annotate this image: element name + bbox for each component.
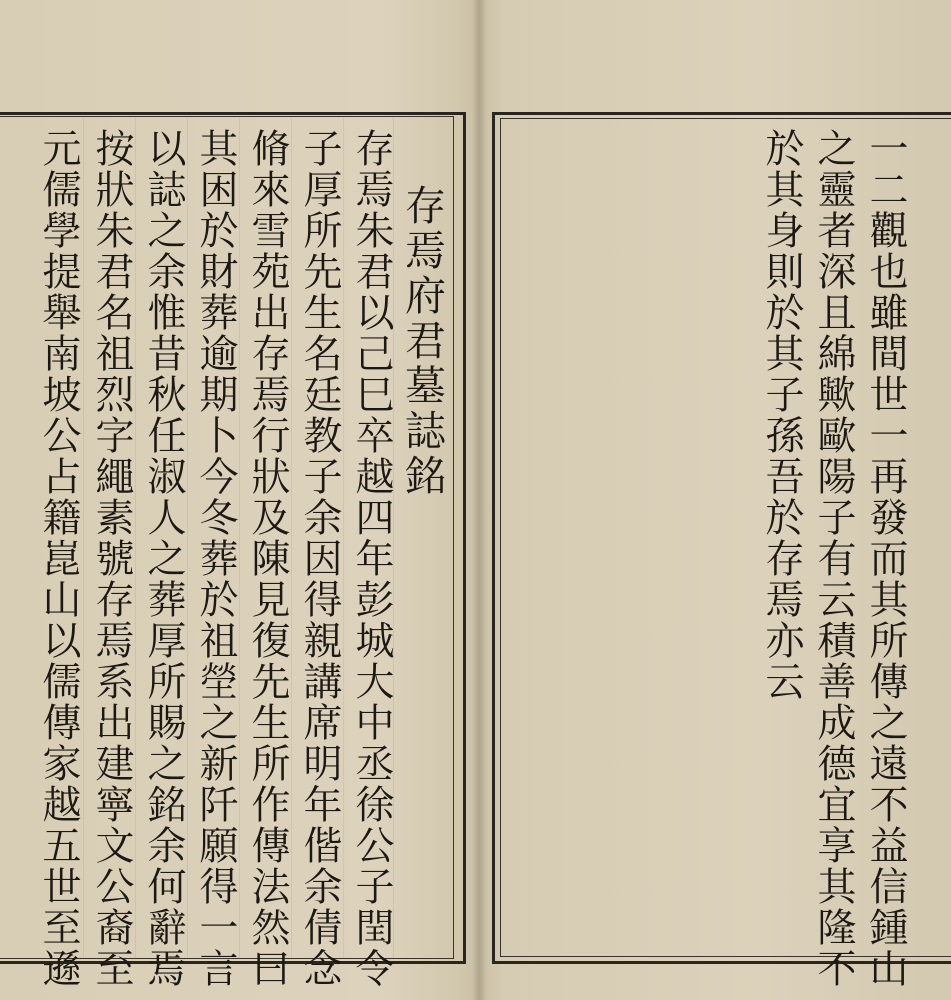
text-column: 按狀朱君名祖烈字繩素號存焉系出建寧文公裔至: [89, 128, 134, 989]
text-column: 於其身則於其子孫吾於存焉亦云: [759, 128, 804, 702]
text-column: 以誌之余惟昔秋任淑人之葬厚所賜之銘余何辭焉: [141, 128, 186, 989]
column-rule: [83, 118, 84, 958]
text-column: 脩來雪苑出存焉行狀及陳見復先生所作傳法然曰: [245, 128, 290, 989]
column-rule: [135, 118, 136, 958]
text-column: 元儒學提舉南坡公占籍崑山以儒傳家越五世至遜: [36, 128, 81, 989]
column-rule: [343, 118, 344, 958]
text-column: 之靈者深且綿歟歐陽子有云積善成德宜享其隆不: [811, 128, 856, 989]
column-rule: [291, 118, 292, 958]
column-rule: [187, 118, 188, 958]
text-column: 其困於財葬逾期卜今冬葬於祖塋之新阡願得一言: [193, 128, 238, 989]
column-rule: [239, 118, 240, 958]
ink-bleed-through: [510, 130, 760, 940]
epitaph-title: 存焉府君墓誌銘: [398, 184, 446, 499]
text-column: 存焉朱君以己巳卒越四年彭城大中丞徐公子閏令: [349, 128, 394, 989]
text-column: 子厚所先生名廷教子余因得親講席明年偕余倩念: [297, 128, 342, 989]
text-column: 一二觀也雖間世一再發而其所傳之遠不益信鍾山: [863, 128, 908, 989]
